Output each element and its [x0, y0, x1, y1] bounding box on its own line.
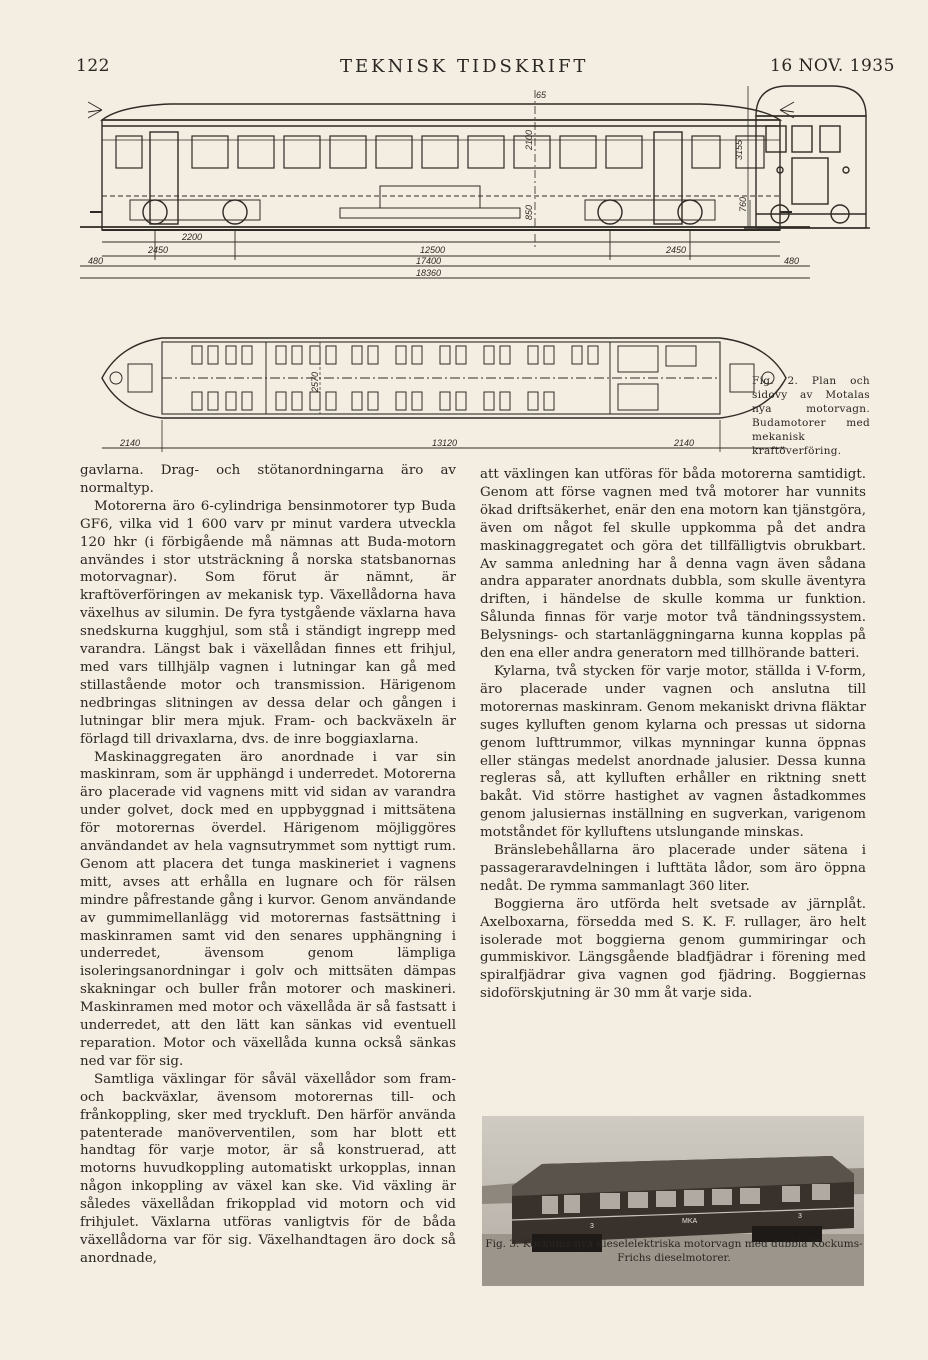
page-number: 122: [76, 56, 110, 76]
dim-label: 17400: [416, 256, 442, 266]
dim-label: 13120: [432, 438, 458, 448]
dim-label: 12500: [420, 245, 446, 255]
dim-label: 2450: [666, 245, 687, 255]
paragraph: Boggierna äro utförda helt svetsade av järnplåt. Axelboxarna, försedda med S. K. F. rullager, äro helt isolerade mot boggierna genom gummiringar och gummiskivor. Längsgående bladfjädrar i förening med spiralfjädrar giva vagnen god fjädring. Boggiernas sidoförskjutning är 30 mm åt varje sida.: [480, 896, 866, 1002]
dim-label: 18360: [416, 268, 442, 278]
paragraph: Kylarna, två stycken för varje motor, ställda i V-form, äro placerade under vagnen och anslutna till motorernas maskinram. Genom mekaniskt drivna fläktar suges kylluften genom kylarna och pressas ut sidorna genom lufttrummor, vilkas mynningar kunna öppnas eller stängas medelst anordnade jalusier. Dessa kunna regleras så, att kylluften erhåller en riktning snett bakåt. Vid större hastighet av vagnen åstadkommes genom jalusiernas inställning en sugverkan, varigenom motståndet för kylluftens utslungande minskas.: [480, 663, 866, 841]
dim-label: 2570: [310, 371, 320, 392]
dim-label: 2140: [120, 438, 141, 448]
right-text-column: [480, 466, 866, 1003]
paragraph: gavlarna. Drag- och stötanordningarna äro av normaltyp.: [80, 463, 456, 496]
car-number: 3: [590, 1223, 594, 1230]
dim-label: 760: [738, 196, 748, 212]
figure-2-caption: Fig. 2. Plan och sidovy av Motalas nya motorvagn. Budamotorer med mekanisk kraftöverföring.: [752, 375, 870, 457]
paragraph: Bränslebehållarna äro placerade under sätena i passageraravdelningen i lufttäta lådor, som äro öppna nedåt. De rymma sammanlagt 360 liter.: [480, 843, 866, 894]
railcar-photograph: [482, 1062, 864, 1340]
figure-3-caption: Fig. 3. Kockums nya dieselelektriska motorvagn med dubbla Kockums-Frichs dieselmotorer.: [485, 1238, 863, 1264]
paragraph: Samtliga växlingar för såväl växellådor som fram- och backväxlar, ävensom motorernas till- och frånkoppling, sker med tryckluft. Den härför använda patenterade manöverventilen, som har blott ett handtag för varje motor, är så konstruerad, att motorns huvudkoppling automatiskt urkopplas, innan någon inkoppling av växel kan ske. Vid växling är således växellådan frikopplad vid motorn och vid frihjulet. Växlarna utföras vanligtvis för de båda växellådorna var för sig. Växelhandtagen äro dock så anordnade,: [80, 1071, 456, 1266]
dim-label: 2200: [182, 232, 203, 242]
dim-label: 2100: [524, 129, 534, 150]
dim-label: 480: [88, 256, 104, 266]
dim-label: 2140: [674, 438, 695, 448]
paragraph: Maskinaggregaten äro anordnade i var sin maskinram, som är upphängd i underredet. Motorerna äro placerade vid vagnens mitt vid sidan av varandra under golvet, dock med en uppbyggnad i mittsätena för motorernas överdel. Härigenom möjliggöres användandet av hela vagnsutrymmet som nyttigt rum. Genom att placera det tunga maskineriet i vagnens mitt, avses att erhålla en lugnare och för rälsen mindre påfrestande gång i kurvor. Genom användande av gummimellanlägg vid motorernas fastsättning i maskinramen samt vid den senares upphängning i underredet, ävensom genom lämpliga isoleringsanordningar i golv och mittsäten dämpas skakningar och buller från motorer och maskineri. Maskinramen med motor och växellåda är så fastsatt i underredet, att den lätt kan sänkas vid eventuell reparation. Motor och växellåda kunna också sänkas ned var för sig.: [80, 749, 456, 1069]
car-number: 3: [798, 1213, 802, 1220]
dim-label: 480: [784, 256, 800, 266]
issue-date: 16 NOV. 1935: [770, 56, 895, 76]
paragraph: att växlingen kan utföras för båda motorerna samtidigt. Genom att förse vagnen med två motorer har vunnits ökad driftsäkerhet, enär den ena motorn kan tjänstgöra, även om något fel skulle uppkomma på det andra maskinaggregatet och göra det tillfälligtvis obrukbart. Av samma anledning har å denna vagn även sådana andra apparater anordnats dubbla, som skulle äventyra driften, i händelse de skulle komma ur funktion. Sålunda finnas för varje motor två tändningssystem. Belysnings- och startanläggningarna kunna kopplas på den ena eller andra generatorn med tillhörande batteri.: [480, 467, 866, 662]
paragraph: Motorerna äro 6-cylindriga bensinmotorer typ Buda GF6, vilka vid 1 600 varv pr minut vardera utveckla 120 hkr (i förbigående må nämnas att Buda-motorn användes i stor utsträckning å norska statsbanornas motorvagnar). Som förut är nämnt, är kraftöverföringen av mekanisk typ. Växellådorna hava växelhus av silumin. De fyra tystgående växlarna hava snedskurna kugghjul, som stå i ständigt ingrepp med varandra. Längst bak i växellådan finnes ett frihjul, med vars tillhjälp vagnen i lutningar kan gå med stillastående motor och transmission. Härigenom nedbringas slitningen av dessa delar och gången i lutningar blir mera mjuk. Fram- och backväxeln är förlagd till drivaxlarna, dvs. de inre boggiaxlarna.: [80, 498, 456, 747]
dim-label: 3155: [734, 139, 744, 160]
dim-label: 65: [536, 90, 547, 100]
journal-title: TEKNISK TIDSKRIFT: [340, 56, 589, 77]
left-text-column: [80, 462, 456, 1268]
dim-label: 2450: [148, 245, 169, 255]
dim-label: 850: [524, 204, 534, 220]
car-lettering: MKA: [682, 1218, 698, 1225]
